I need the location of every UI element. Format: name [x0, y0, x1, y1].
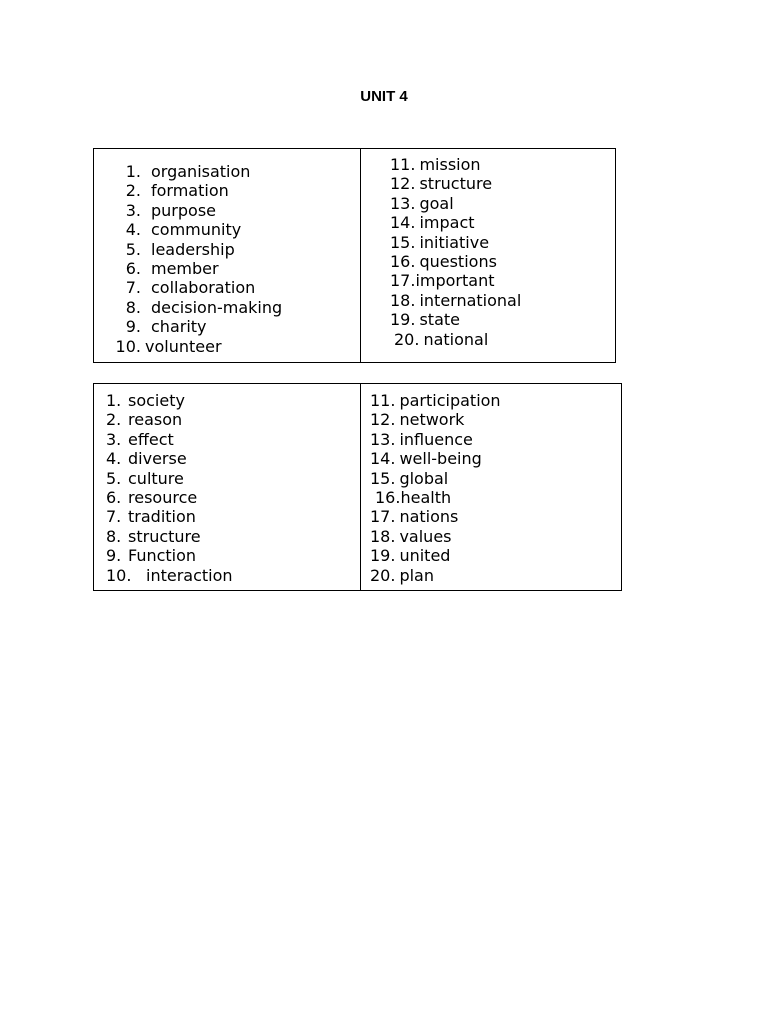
list-item: 1. organisation [125, 162, 251, 181]
list-item: 8. decision-making [125, 297, 283, 317]
list-item: 19. united [370, 546, 451, 566]
list-item: 10. volunteer [115, 336, 222, 356]
list-item: 5. leadership [125, 239, 235, 259]
list-item: 9. Function [106, 546, 197, 566]
list-item: 16. questions [390, 252, 497, 271]
list-item: 7. tradition [106, 507, 196, 527]
list-item: 18. values [370, 526, 452, 546]
page-title: UNIT 4 [360, 88, 408, 105]
list-item: 7. collaboration [125, 278, 256, 298]
list-item: 16.health [375, 488, 452, 507]
list-item: 10. interaction [106, 565, 233, 585]
list-item: 11. mission [390, 155, 481, 174]
list-item: 20. national [394, 329, 489, 349]
list-item: 19. state [390, 310, 460, 330]
list-item: 18. international [390, 290, 522, 310]
vocab-table-2 [93, 383, 622, 591]
column-divider [360, 384, 361, 590]
list-item: 3. purpose [125, 200, 216, 220]
list-item: 15. global [370, 468, 449, 488]
list-item: 9. charity [125, 317, 207, 337]
list-item: 6. resource [106, 488, 198, 507]
column-divider [360, 149, 361, 362]
list-item: 2. reason [106, 410, 183, 430]
list-item: 3. effect [106, 429, 174, 449]
list-item: 17. nations [370, 507, 459, 527]
list-item: 1. society [106, 391, 185, 410]
vocab-table-1 [93, 148, 616, 363]
list-item: 4. community [125, 220, 242, 240]
list-item: 12. structure [390, 174, 493, 194]
list-item: 5. culture [106, 468, 184, 488]
list-item: 17.important [390, 271, 495, 291]
list-item: 13. influence [370, 429, 473, 449]
list-item: 14. well-being [370, 449, 482, 469]
list-item: 11. participation [370, 391, 501, 410]
list-item: 14. impact [390, 213, 475, 233]
list-item: 12. network [370, 410, 465, 430]
list-item: 4. diverse [106, 449, 187, 469]
list-item: 15. initiative [390, 232, 490, 252]
list-item: 8. structure [106, 526, 201, 546]
list-item: 6. member [125, 259, 219, 278]
list-item: 2. formation [125, 181, 229, 201]
list-item: 13. goal [390, 193, 454, 213]
list-item: 20. plan [370, 565, 434, 585]
